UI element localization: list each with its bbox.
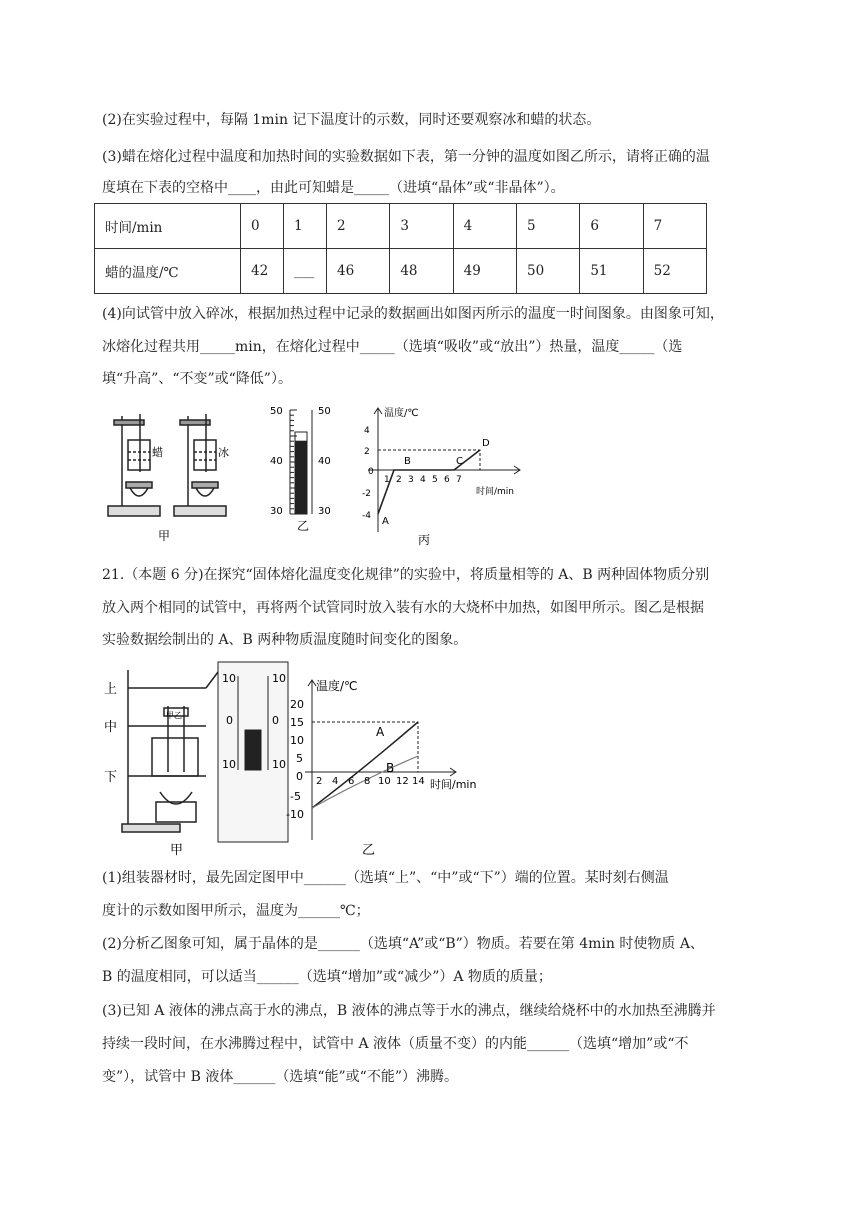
tick-label: 50 [318,406,331,417]
tick-label: 10 [272,758,286,771]
q21-intro-line1: 21.（本题 6 分)在探究“固体熔化温度变化规律”的实验中，将质量相等的 A、B 两种固体物质分别 [102,567,710,583]
table-cell: 3 [390,204,453,249]
stand-label-bottom: 下 [104,770,118,785]
table-cell: 49 [453,249,516,294]
table-cell: 5 [516,204,579,249]
stand-jia [122,670,218,832]
ytick: 2 [364,447,370,457]
point-label: A [382,516,389,527]
table-cell: 51 [580,249,643,294]
thermometer-zoom [218,662,288,842]
tick-label: 10 [272,672,286,685]
ytick: 15 [290,716,304,729]
table-header-temp: 蜡的温度/℃ [95,249,241,294]
point-label: B [404,456,411,467]
table-cell: 50 [516,249,579,294]
tick-label: 0 [272,714,279,727]
xtick: 4 [420,475,426,485]
xtick: 10 [378,776,391,787]
stand-label-top: 上 [104,682,118,697]
table-cell: 48 [390,249,453,294]
tick-label: 10 [222,758,236,771]
q20-step3-line2: 度填在下表的空格中____，由此可知蜡是_____（进填“晶体”或“非晶体”）。 [102,180,565,196]
series-label-b: B [386,761,395,775]
point-label: C [456,456,463,467]
graph-yi [305,680,456,840]
q21-q1-line1: (1)组装器材时，最先固定图甲中______（选填“上”、“中”或“下”）端的位置。某时刻右侧温 [102,870,669,886]
xtick: 6 [444,475,450,485]
table-header-time: 时间/min [95,204,241,249]
xtick: 12 [396,776,409,787]
ytick: 0 [296,770,303,783]
table-cell: 4 [453,204,516,249]
xtick: 1 [384,475,390,485]
graph-bing [368,408,520,532]
ytick: -2 [362,489,371,499]
series-label-a: A [376,725,385,739]
tick-label: 10 [222,672,236,685]
q21-q2-line1: (2)分析乙图象可知，属于晶体的是______（选填“A”或“B”）物质。若要在第 4min 时使物质 A、 [102,936,704,952]
xtick: 6 [348,776,355,787]
table-cell: 46 [327,249,390,294]
xtick: 14 [412,776,425,787]
table-cell: 6 [580,204,643,249]
xtick: 7 [456,475,462,485]
tick-label: 30 [318,506,331,517]
xtick: 2 [396,475,402,485]
label-ice: 冰 [218,446,229,459]
q21-q1-line2: 度计的示数如图甲所示，温度为______℃； [102,903,370,919]
q21-figures [100,660,500,860]
wax-temperature-table [94,203,707,294]
q21-q2-line2: B 的温度相同，可以适当______（选填“增加”或“减少”）A 物质的质量； [102,969,552,985]
ytick: 0 [368,467,374,477]
stand-label-middle: 中 [104,720,118,735]
label-bing: 丙 [418,533,431,547]
ytick: -5 [290,790,301,803]
graph-xlabel: 时间/min [430,778,477,791]
q21-q3-line2: 持续一段时间，在水沸腾过程中，试管中 A 液体（质量不变）的内能______（选填“增加”或“不 [102,1036,689,1052]
tick-label: 50 [270,406,283,417]
q21-q3-line1: (3)已知 A 液体的沸点高于水的沸点，B 液体的沸点等于水的沸点，继续给烧杯中的水加热至沸腾并 [102,1003,716,1019]
ytick: -4 [362,511,371,521]
table-cell: 2 [327,204,390,249]
q20-step4-line1: (4)向试管中放入碎冰，根据加热过程中记录的数据画出如图丙所示的温度一时间图象。由图象可知， [102,306,724,322]
xtick: 3 [408,475,414,485]
table-cell: 52 [643,249,706,294]
fig-yi-label: 乙 [362,843,376,858]
table-row [95,204,707,249]
ytick: 20 [290,698,304,711]
tick-label: 30 [270,506,283,517]
apparatus-jia [108,414,226,516]
graph-ylabel: 温度/℃ [316,679,358,693]
table-row [95,249,707,294]
q21-intro-line2: 放入两个相同的试管中，再将两个试管同时放入装有水的大烧杯中加热，如图甲所示。图乙是根据 [102,600,704,616]
tube-label: 甲乙 [166,711,182,720]
q21-q3-line3: 变”），试管中 B 液体______（选填“能”或“不能”）沸腾。 [102,1069,458,1085]
tick-label: 40 [270,456,283,467]
q20-figures [100,402,540,550]
mercury-column [295,441,307,514]
fig-jia-label: 甲 [170,843,184,858]
q20-step2: (2)在实验过程中，每隔 1min 记下温度计的示数，同时还要观察冰和蜡的状态。 [102,112,601,128]
ytick: 10 [290,734,304,747]
thermometer-yi [290,410,312,514]
label-wax: 蜡 [152,446,163,459]
xtick: 2 [316,776,323,787]
table-cell: 42 [241,249,284,294]
point-label: D [482,438,490,449]
tick-label: 40 [318,456,331,467]
table-cell: 1 [284,204,327,249]
ytick: 4 [364,426,370,436]
q20-step4-line2: 冰熔化过程共用_____min，在熔化过程中_____（选填“吸收”或“放出”）热量，温度_____（选 [102,339,683,355]
graph-xlabel: 时间/min [476,487,515,497]
q20-step4-line3: 填“升高”、“不变”或“降低”）。 [102,371,292,387]
label-jia: 甲 [158,529,171,543]
graph-ylabel: 温度/℃ [384,408,419,419]
xtick: 5 [432,475,438,485]
q21-intro-line3: 实验数据绘制出的 A、B 两种物质温度随时间变化的图象。 [102,632,468,648]
q20-step3-line1: (3)蜡在熔化过程中温度和加热时间的实验数据如下表，第一分钟的温度如图乙所示，请将正确的温 [102,149,710,165]
ytick: 5 [296,752,303,765]
tick-label: 0 [226,714,233,727]
table-cell: 7 [643,204,706,249]
table-cell: ___ [284,249,327,294]
xtick: 4 [332,776,339,787]
xtick: 8 [364,776,371,787]
label-yi: 乙 [297,519,310,533]
ytick: -10 [286,808,304,821]
table-cell: 0 [241,204,284,249]
